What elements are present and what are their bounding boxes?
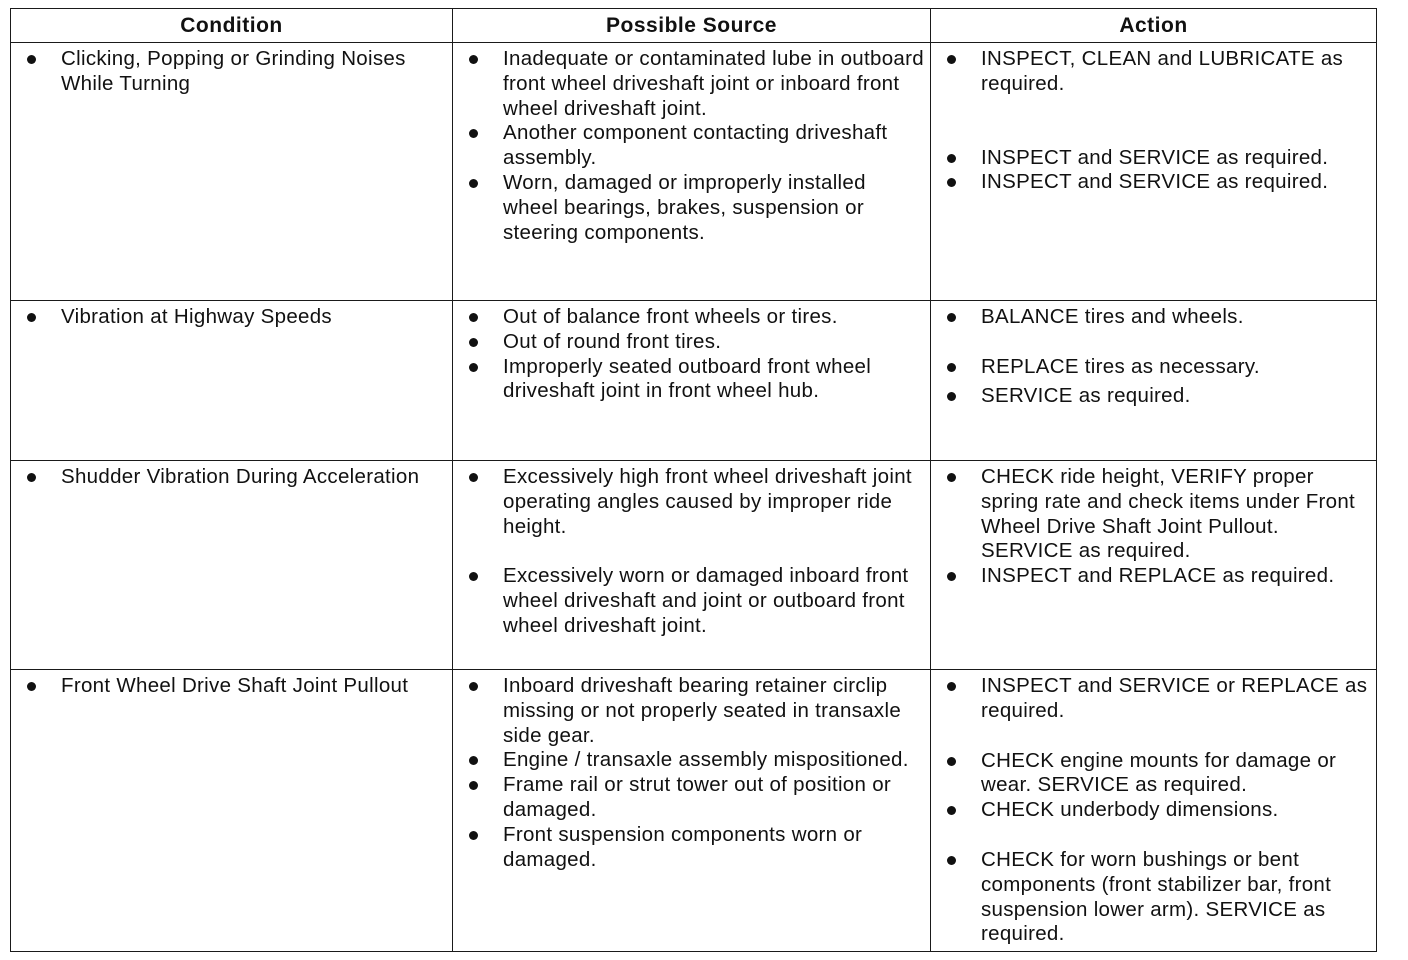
header-action: Action [931,9,1377,43]
bullet-icon [947,856,956,865]
source-entry [463,465,926,539]
bullet-icon [469,473,478,482]
diagnosis-table [10,8,1377,952]
bullet-icon [27,473,36,482]
condition-cell [11,461,453,670]
source-entry [463,823,926,873]
condition-cell [11,670,453,952]
action-entry [941,798,1372,823]
condition-entry [21,674,448,699]
condition-entry [21,305,448,330]
action-cell [931,670,1377,952]
source-entry [463,564,926,638]
source-text: Worn, damaged or improperly installed wheel bearings, brakes, suspension or steering components. [503,170,866,244]
action-text: REPLACE tires as necessary. [981,354,1260,378]
source-cell [453,301,931,461]
source-text: Inboard driveshaft bearing retainer circlip missing or not properly seated in transaxle side gear. [503,674,902,747]
action-text: INSPECT, CLEAN and LUBRICATE as required. [981,47,1344,95]
bullet-icon [947,363,956,372]
bullet-icon [469,338,478,347]
action-text: CHECK ride height, VERIFY proper spring rate and check items under Front Wheel Drive Shaft Joint Pullout. SERVICE as required. [981,465,1356,563]
table-row [11,301,1377,461]
action-entry [941,848,1372,947]
condition-text: Vibration at Highway Speeds [61,305,332,328]
bullet-icon [947,313,956,322]
source-text: Inadequate or contaminated lube in outboard front wheel driveshaft joint or inboard front wheel driveshaft joint. [503,47,924,120]
bullet-icon [27,682,36,691]
source-cell [453,461,931,670]
source-entry [463,305,926,330]
action-entry [941,170,1372,195]
source-text: Excessively high front wheel driveshaft joint operating angles caused by improper ride height. [503,465,912,538]
bullet-icon [469,682,478,691]
table-row [11,43,1377,301]
action-entry [941,465,1372,564]
source-text: Another component contacting driveshaft assembly. [503,121,888,170]
action-text: BALANCE tires and wheels. [981,305,1244,328]
source-text: Improperly seated outboard front wheel driveshaft joint in front wheel hub. [503,354,872,403]
action-text: INSPECT and SERVICE as required. [981,170,1329,194]
source-text: Front suspension components worn or damaged. [503,822,863,871]
bullet-icon [469,55,478,64]
action-entry [941,674,1372,724]
action-entry [941,749,1372,799]
bullet-icon [469,831,478,840]
source-text: Excessively worn or damaged inboard front wheel driveshaft and joint or outboard front wheel driveshaft joint. [503,564,909,637]
source-entry [463,47,926,121]
condition-text: Front Wheel Drive Shaft Joint Pullout [61,674,409,697]
source-cell [453,43,931,301]
bullet-icon [469,313,478,322]
bullet-icon [947,392,956,401]
action-entry [941,355,1372,380]
header-row [11,9,1377,43]
source-entry [463,674,926,748]
bullet-icon [27,313,36,322]
bullet-icon [947,55,956,64]
source-entry [463,330,926,355]
source-text: Engine / transaxle assembly mispositioned. [503,748,909,772]
source-entry [463,773,926,823]
bullet-icon [469,129,478,138]
action-text: CHECK engine mounts for damage or wear. SERVICE as required. [981,748,1337,797]
action-cell [931,301,1377,461]
bullet-icon [469,363,478,372]
action-text: CHECK for worn bushings or bent components (front stabilizer bar, front suspension lower arm). SERVICE as required. [981,847,1332,946]
source-text: Frame rail or strut tower out of position or damaged. [503,773,892,821]
condition-entry [21,47,448,97]
condition-entry [21,465,448,490]
table-row [11,461,1377,670]
bullet-icon [469,756,478,765]
bullet-icon [27,55,36,64]
action-cell [931,43,1377,301]
header-possible-source: Possible Source [453,9,931,43]
bullet-icon [947,178,956,187]
bullet-icon [469,781,478,790]
bullet-icon [947,473,956,482]
header-condition: Condition [11,9,453,43]
source-entry [463,355,926,405]
source-entry [463,121,926,171]
action-cell [931,461,1377,670]
action-entry [941,305,1372,330]
action-text: INSPECT and SERVICE or REPLACE as required. [981,674,1368,722]
bullet-icon [947,757,956,766]
action-entry [941,47,1372,97]
source-text: Out of round front tires. [503,329,722,353]
source-text: Out of balance front wheels or tires. [503,305,838,328]
action-text: INSPECT and REPLACE as required. [981,564,1335,588]
condition-cell [11,301,453,461]
source-entry [463,171,926,245]
bullet-icon [469,572,478,581]
table-row [11,670,1377,952]
condition-text: Clicking, Popping or Grinding Noises While Turning [61,47,406,95]
bullet-icon [947,154,956,163]
bullet-icon [469,179,478,188]
action-text: SERVICE as required. [981,383,1191,407]
action-text: INSPECT and SERVICE as required. [981,145,1329,169]
action-entry [941,564,1372,589]
bullet-icon [947,572,956,581]
bullet-icon [947,806,956,815]
bullet-icon [947,682,956,691]
action-entry [941,146,1372,171]
action-entry [941,384,1372,409]
source-cell [453,670,931,952]
action-text: CHECK underbody dimensions. [981,798,1279,822]
source-entry [463,748,926,773]
condition-text: Shudder Vibration During Acceleration [61,465,420,488]
condition-cell [11,43,453,301]
